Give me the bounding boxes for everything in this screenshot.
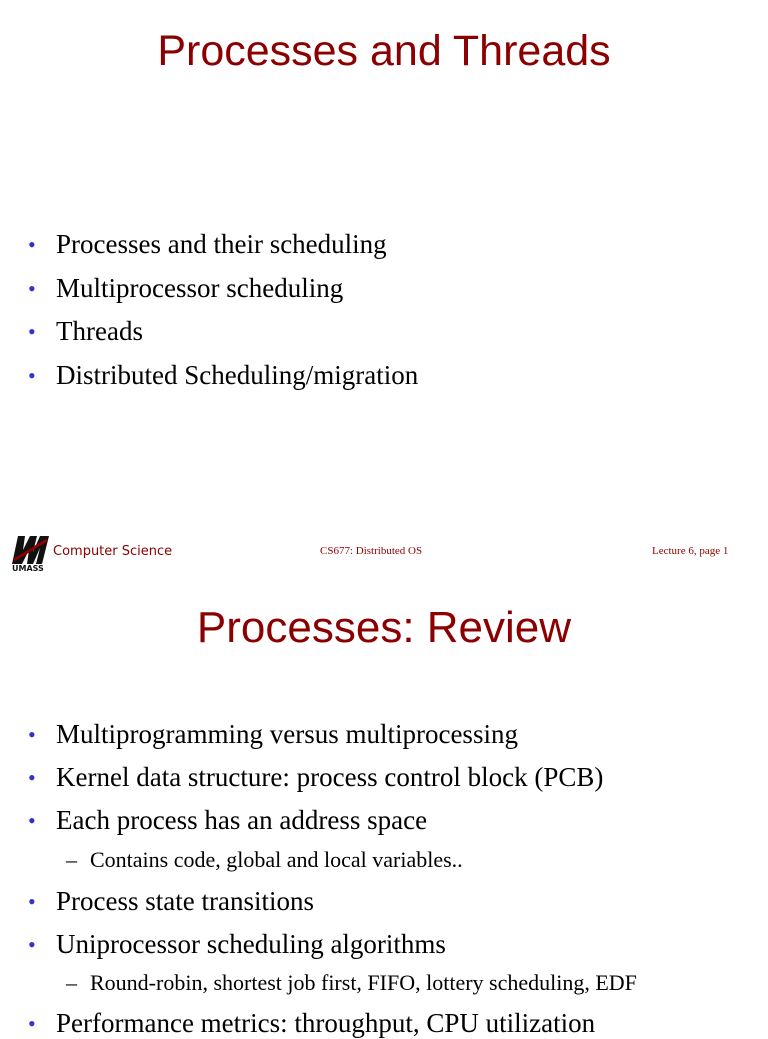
list-item	[28, 273, 344, 303]
list-item-text: Multiprogramming versus multiprocessing	[56, 719, 518, 749]
bullet-icon: •	[28, 319, 36, 344]
list-item	[28, 805, 428, 835]
sub-list-item	[66, 847, 463, 873]
slide-title: Processes and Threads	[157, 27, 611, 75]
footer-department: Computer Science	[53, 544, 173, 559]
list-item-text: Threads	[56, 316, 143, 346]
list-item-text: Multiprocessor scheduling	[56, 273, 344, 303]
footer-course: CS677: Distributed OS	[320, 545, 423, 557]
umass-logo	[11, 530, 51, 572]
slide-footer	[0, 530, 768, 572]
bullet-icon: •	[28, 722, 36, 747]
bullet-icon: •	[28, 232, 36, 257]
list-item-text: Processes and their scheduling	[56, 229, 387, 259]
list-item-text: Process state transitions	[56, 886, 314, 916]
list-item	[28, 229, 387, 259]
list-item	[28, 316, 143, 346]
list-item	[28, 929, 446, 959]
list-item-text: Performance metrics: throughput, CPU utilization	[56, 1008, 596, 1038]
list-item-text: Distributed Scheduling/migration	[56, 360, 419, 390]
list-item	[28, 886, 314, 916]
bullet-icon: •	[28, 932, 36, 957]
list-item-text: Uniprocessor scheduling algorithms	[56, 929, 446, 959]
bullet-icon: •	[28, 889, 36, 914]
slide-title: Processes: Review	[196, 603, 572, 652]
sub-list-item-text: Round-robin, shortest job first, FIFO, lottery scheduling, EDF	[90, 970, 637, 995]
bullet-icon: •	[28, 276, 36, 301]
list-item	[28, 1008, 596, 1038]
list-item	[28, 762, 604, 792]
logo-text: UMASS	[12, 564, 44, 572]
bullet-icon: •	[28, 808, 36, 833]
footer-page-number: Lecture 6, page 1	[652, 545, 729, 557]
sub-list-item-text: Contains code, global and local variables..	[90, 847, 463, 872]
sub-list-item	[66, 970, 637, 996]
bullet-icon: •	[28, 1011, 36, 1036]
bullet-icon: •	[28, 765, 36, 790]
dash-icon: –	[66, 847, 77, 872]
bullet-icon: •	[28, 363, 36, 388]
list-item-text: Kernel data structure: process control block (PCB)	[56, 762, 604, 792]
list-item	[28, 360, 419, 390]
dash-icon: –	[66, 970, 77, 995]
list-item	[28, 719, 518, 749]
list-item-text: Each process has an address space	[56, 805, 428, 835]
